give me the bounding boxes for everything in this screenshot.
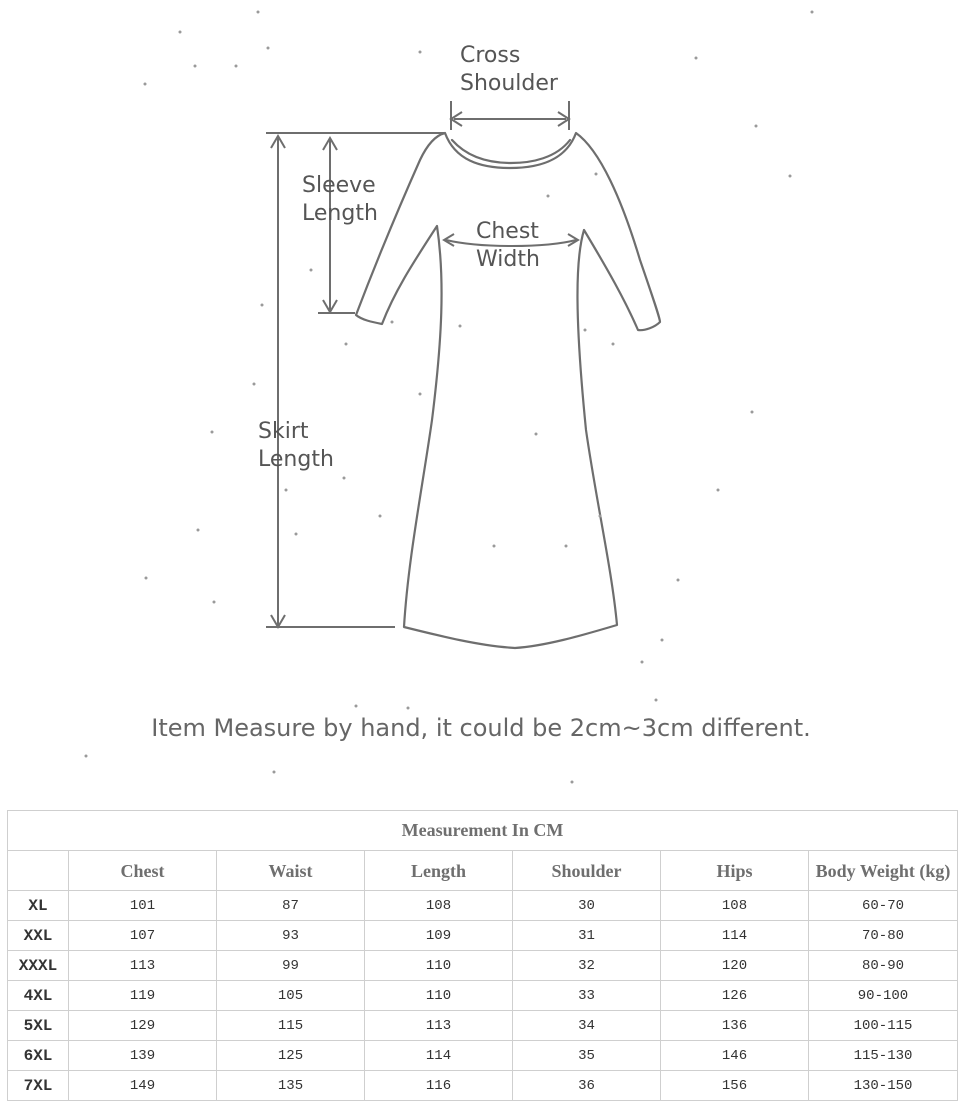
value-cell: 149: [69, 1071, 217, 1101]
size-label-cell: XXL: [8, 921, 69, 951]
value-cell: 116: [365, 1071, 513, 1101]
table-row: [8, 1011, 958, 1041]
value-cell: 113: [69, 951, 217, 981]
column-header: [8, 851, 69, 891]
value-cell: 114: [661, 921, 809, 951]
value-cell: 87: [217, 891, 365, 921]
value-cell: 60-70: [809, 891, 958, 921]
value-cell: 109: [365, 921, 513, 951]
cross-shoulder-label-line2: Shoulder: [460, 71, 558, 96]
chest-width-label-line2: Width: [476, 247, 540, 272]
value-cell: 34: [513, 1011, 661, 1041]
skirt-length-label-line1: Skirt: [258, 419, 309, 444]
value-cell: 99: [217, 951, 365, 981]
table-row: [8, 921, 958, 951]
table-body: [8, 891, 958, 1101]
column-header: Chest: [69, 851, 217, 891]
value-cell: 126: [661, 981, 809, 1011]
table-row: [8, 1071, 958, 1101]
value-cell: 107: [69, 921, 217, 951]
table-title: Measurement In CM: [8, 811, 958, 851]
value-cell: 135: [217, 1071, 365, 1101]
table-row: [8, 951, 958, 981]
size-label-cell: 7XL: [8, 1071, 69, 1101]
value-cell: 35: [513, 1041, 661, 1071]
value-cell: 36: [513, 1071, 661, 1101]
value-cell: 110: [365, 951, 513, 981]
size-label-cell: 5XL: [8, 1011, 69, 1041]
value-cell: 105: [217, 981, 365, 1011]
value-cell: 146: [661, 1041, 809, 1071]
value-cell: 119: [69, 981, 217, 1011]
background-speckles: [85, 11, 814, 784]
column-header: Hips: [661, 851, 809, 891]
value-cell: 101: [69, 891, 217, 921]
table-header-row: [8, 851, 958, 891]
value-cell: 80-90: [809, 951, 958, 981]
value-cell: 114: [365, 1041, 513, 1071]
value-cell: 32: [513, 951, 661, 981]
value-cell: 108: [661, 891, 809, 921]
skirt-length-label-line2: Length: [258, 447, 334, 472]
size-chart-table: [7, 810, 958, 1101]
sleeve-length-label-line2: Length: [302, 201, 378, 226]
value-cell: 110: [365, 981, 513, 1011]
column-header: Length: [365, 851, 513, 891]
value-cell: 115-130: [809, 1041, 958, 1071]
cross-shoulder-label-line1: Cross: [460, 43, 521, 68]
value-cell: 90-100: [809, 981, 958, 1011]
value-cell: 136: [661, 1011, 809, 1041]
table-row: [8, 1041, 958, 1071]
column-header: Waist: [217, 851, 365, 891]
size-label-cell: XXXL: [8, 951, 69, 981]
size-label-cell: 6XL: [8, 1041, 69, 1071]
dress-outline: [356, 133, 660, 648]
value-cell: 120: [661, 951, 809, 981]
sleeve-length-label-line1: Sleeve: [302, 173, 376, 198]
value-cell: 31: [513, 921, 661, 951]
value-cell: 139: [69, 1041, 217, 1071]
value-cell: 129: [69, 1011, 217, 1041]
value-cell: 100-115: [809, 1011, 958, 1041]
table-row: [8, 981, 958, 1011]
column-header: Shoulder: [513, 851, 661, 891]
value-cell: 33: [513, 981, 661, 1011]
value-cell: 125: [217, 1041, 365, 1071]
measurement-note: Item Measure by hand, it could be 2cm~3cm different.: [151, 714, 811, 742]
value-cell: 156: [661, 1071, 809, 1101]
chest-width-label: [476, 218, 540, 274]
skirt-length-label: [258, 418, 334, 474]
sleeve-length-label: [302, 172, 378, 228]
size-label-cell: 4XL: [8, 981, 69, 1011]
value-cell: 130-150: [809, 1071, 958, 1101]
table-row: [8, 891, 958, 921]
value-cell: 108: [365, 891, 513, 921]
value-cell: 70-80: [809, 921, 958, 951]
size-label-cell: XL: [8, 891, 69, 921]
chest-width-label-line1: Chest: [476, 219, 539, 244]
value-cell: 113: [365, 1011, 513, 1041]
cross-shoulder-label: [460, 42, 558, 98]
value-cell: 30: [513, 891, 661, 921]
column-header: Body Weight (kg): [809, 851, 958, 891]
value-cell: 93: [217, 921, 365, 951]
value-cell: 115: [217, 1011, 365, 1041]
